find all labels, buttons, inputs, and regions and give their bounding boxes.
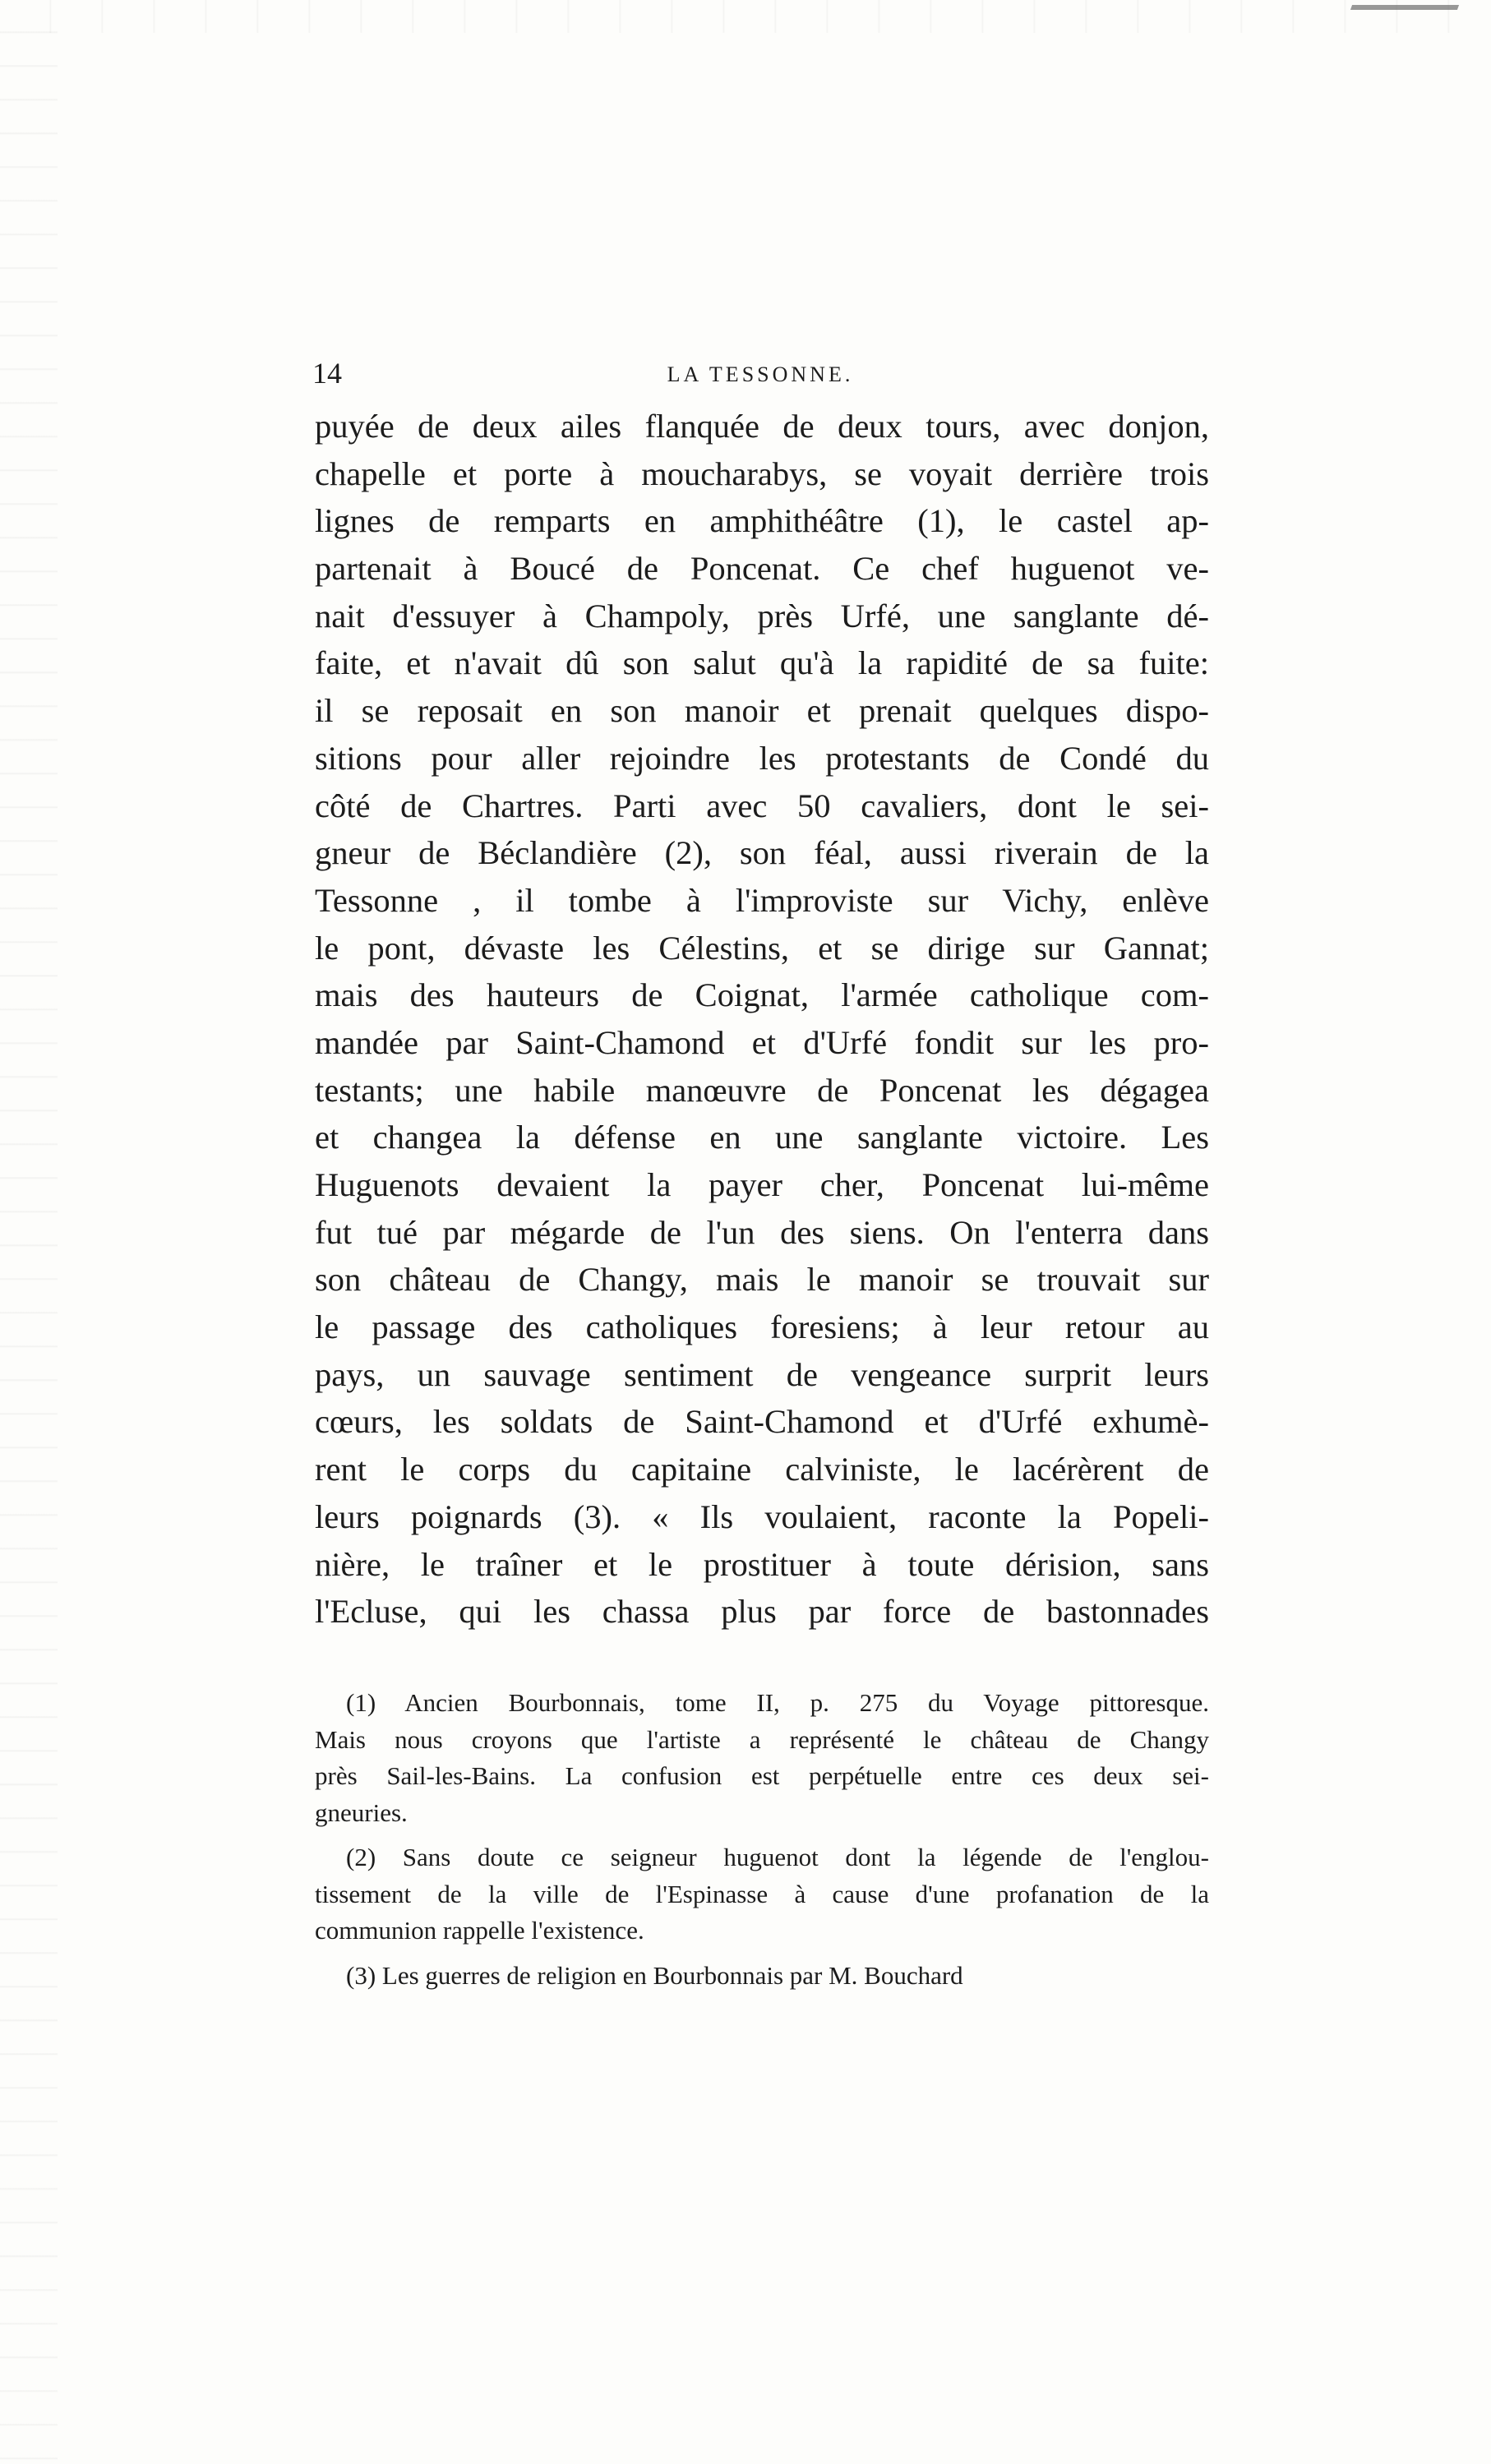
footnote-gap xyxy=(315,1831,1209,1839)
text-line: le pont, dévaste les Célestins, et se dirige sur Gannat; xyxy=(315,929,1209,967)
footnote-line: tissement de la ville de l'Espinasse à cause d'une profanation de la xyxy=(315,1879,1209,1908)
footnotes xyxy=(315,1685,1209,1994)
footnote-line: Mais nous croyons que l'artiste a représenté le château de Changy xyxy=(315,1724,1209,1754)
text-line: rent le corps du capitaine calviniste, le lacérèrent de xyxy=(315,1451,1209,1488)
footnote-line: (1) Ancien Bourbonnais, tome II, p. 275 du Voyage pittoresque. xyxy=(346,1688,1209,1717)
text-line: cœurs, les soldats de Saint-Chamond et d'Urfé exhumè- xyxy=(315,1403,1209,1441)
scan-top-noise xyxy=(0,0,1491,33)
text-line: nière, le traîner et le prostituer à toute dérision, sans xyxy=(315,1545,1209,1583)
text-line: son château de Changy, mais le manoir se trouvait sur xyxy=(315,1261,1209,1299)
footnote-3 xyxy=(315,1958,1209,1995)
scan-mark xyxy=(1350,5,1459,10)
body-text xyxy=(315,403,1209,1636)
text-line: gneur de Béclandière (2), son féal, aussi riverain de la xyxy=(315,834,1209,872)
text-line: nait d'essuyer à Champoly, près Urfé, une sanglante dé- xyxy=(315,597,1209,634)
text-line: lignes de remparts en amphithéâtre (1), le castel ap- xyxy=(315,502,1209,540)
footnote-line: gneuries. xyxy=(315,1797,408,1827)
scan-edge-noise xyxy=(0,0,58,2464)
text-line: Tessonne , il tombe à l'improviste sur Vichy, enlève xyxy=(315,881,1209,919)
text-line: partenait à Boucé de Poncenat. Ce chef huguenot ve- xyxy=(315,550,1209,588)
running-title: LA TESSONNE. xyxy=(667,362,854,386)
text-line: et changea la défense en une sanglante victoire. Les xyxy=(315,1119,1209,1156)
text-line: il se reposait en son manoir et prenait quelques dispo- xyxy=(315,692,1209,730)
text-line: chapelle et porte à moucharabys, se voyait derrière trois xyxy=(315,455,1209,492)
text-line: fut tué par mégarde de l'un des siens. On l'enterra dans xyxy=(315,1213,1209,1251)
page-number: 14 xyxy=(312,357,342,390)
footnote-line: (3) Les guerres de religion en Bourbonnais par M. Bouchard xyxy=(346,1960,963,1990)
text-line: mais des hauteurs de Coignat, l'armée catholique com- xyxy=(315,976,1209,1014)
text-line: côté de Chartres. Parti avec 50 cavaliers, dont le sei- xyxy=(315,787,1209,824)
text-line: le passage des catholiques foresiens; à leur retour au xyxy=(315,1308,1209,1346)
text-line: sitions pour aller rejoindre les protestants de Condé du xyxy=(315,739,1209,777)
running-head xyxy=(312,355,1208,391)
text-line: puyée de deux ailes flanquée de deux tours, avec donjon, xyxy=(315,408,1209,445)
text-line: leurs poignards (3). « Ils voulaient, raconte la Popeli- xyxy=(315,1497,1209,1535)
text-line: testants; une habile manœuvre de Poncenat les dégagea xyxy=(315,1071,1209,1109)
footnote-gap xyxy=(315,1950,1209,1958)
text-line: pays, un sauvage sentiment de vengeance surprit leurs xyxy=(315,1355,1209,1393)
footnote-line: près Sail-les-Bains. La confusion est perpétuelle entre ces deux sei- xyxy=(315,1761,1209,1790)
footnote-2 xyxy=(315,1839,1209,1950)
text-line: mandée par Saint-Chamond et d'Urfé fondit sur les pro- xyxy=(315,1023,1209,1061)
footnote-1 xyxy=(315,1685,1209,1831)
footnote-line: communion rappelle l'existence. xyxy=(315,1916,644,1945)
footnote-line: (2) Sans doute ce seigneur huguenot dont la légende de l'englou- xyxy=(346,1843,1209,1871)
text-line: Huguenots devaient la payer cher, Poncenat lui-même xyxy=(315,1166,1209,1203)
text-line: faite, et n'avait dû son salut qu'à la rapidité de sa fuite: xyxy=(315,644,1209,682)
text-line: l'Ecluse, qui les chassa plus par force de bastonnades xyxy=(315,1593,1209,1631)
